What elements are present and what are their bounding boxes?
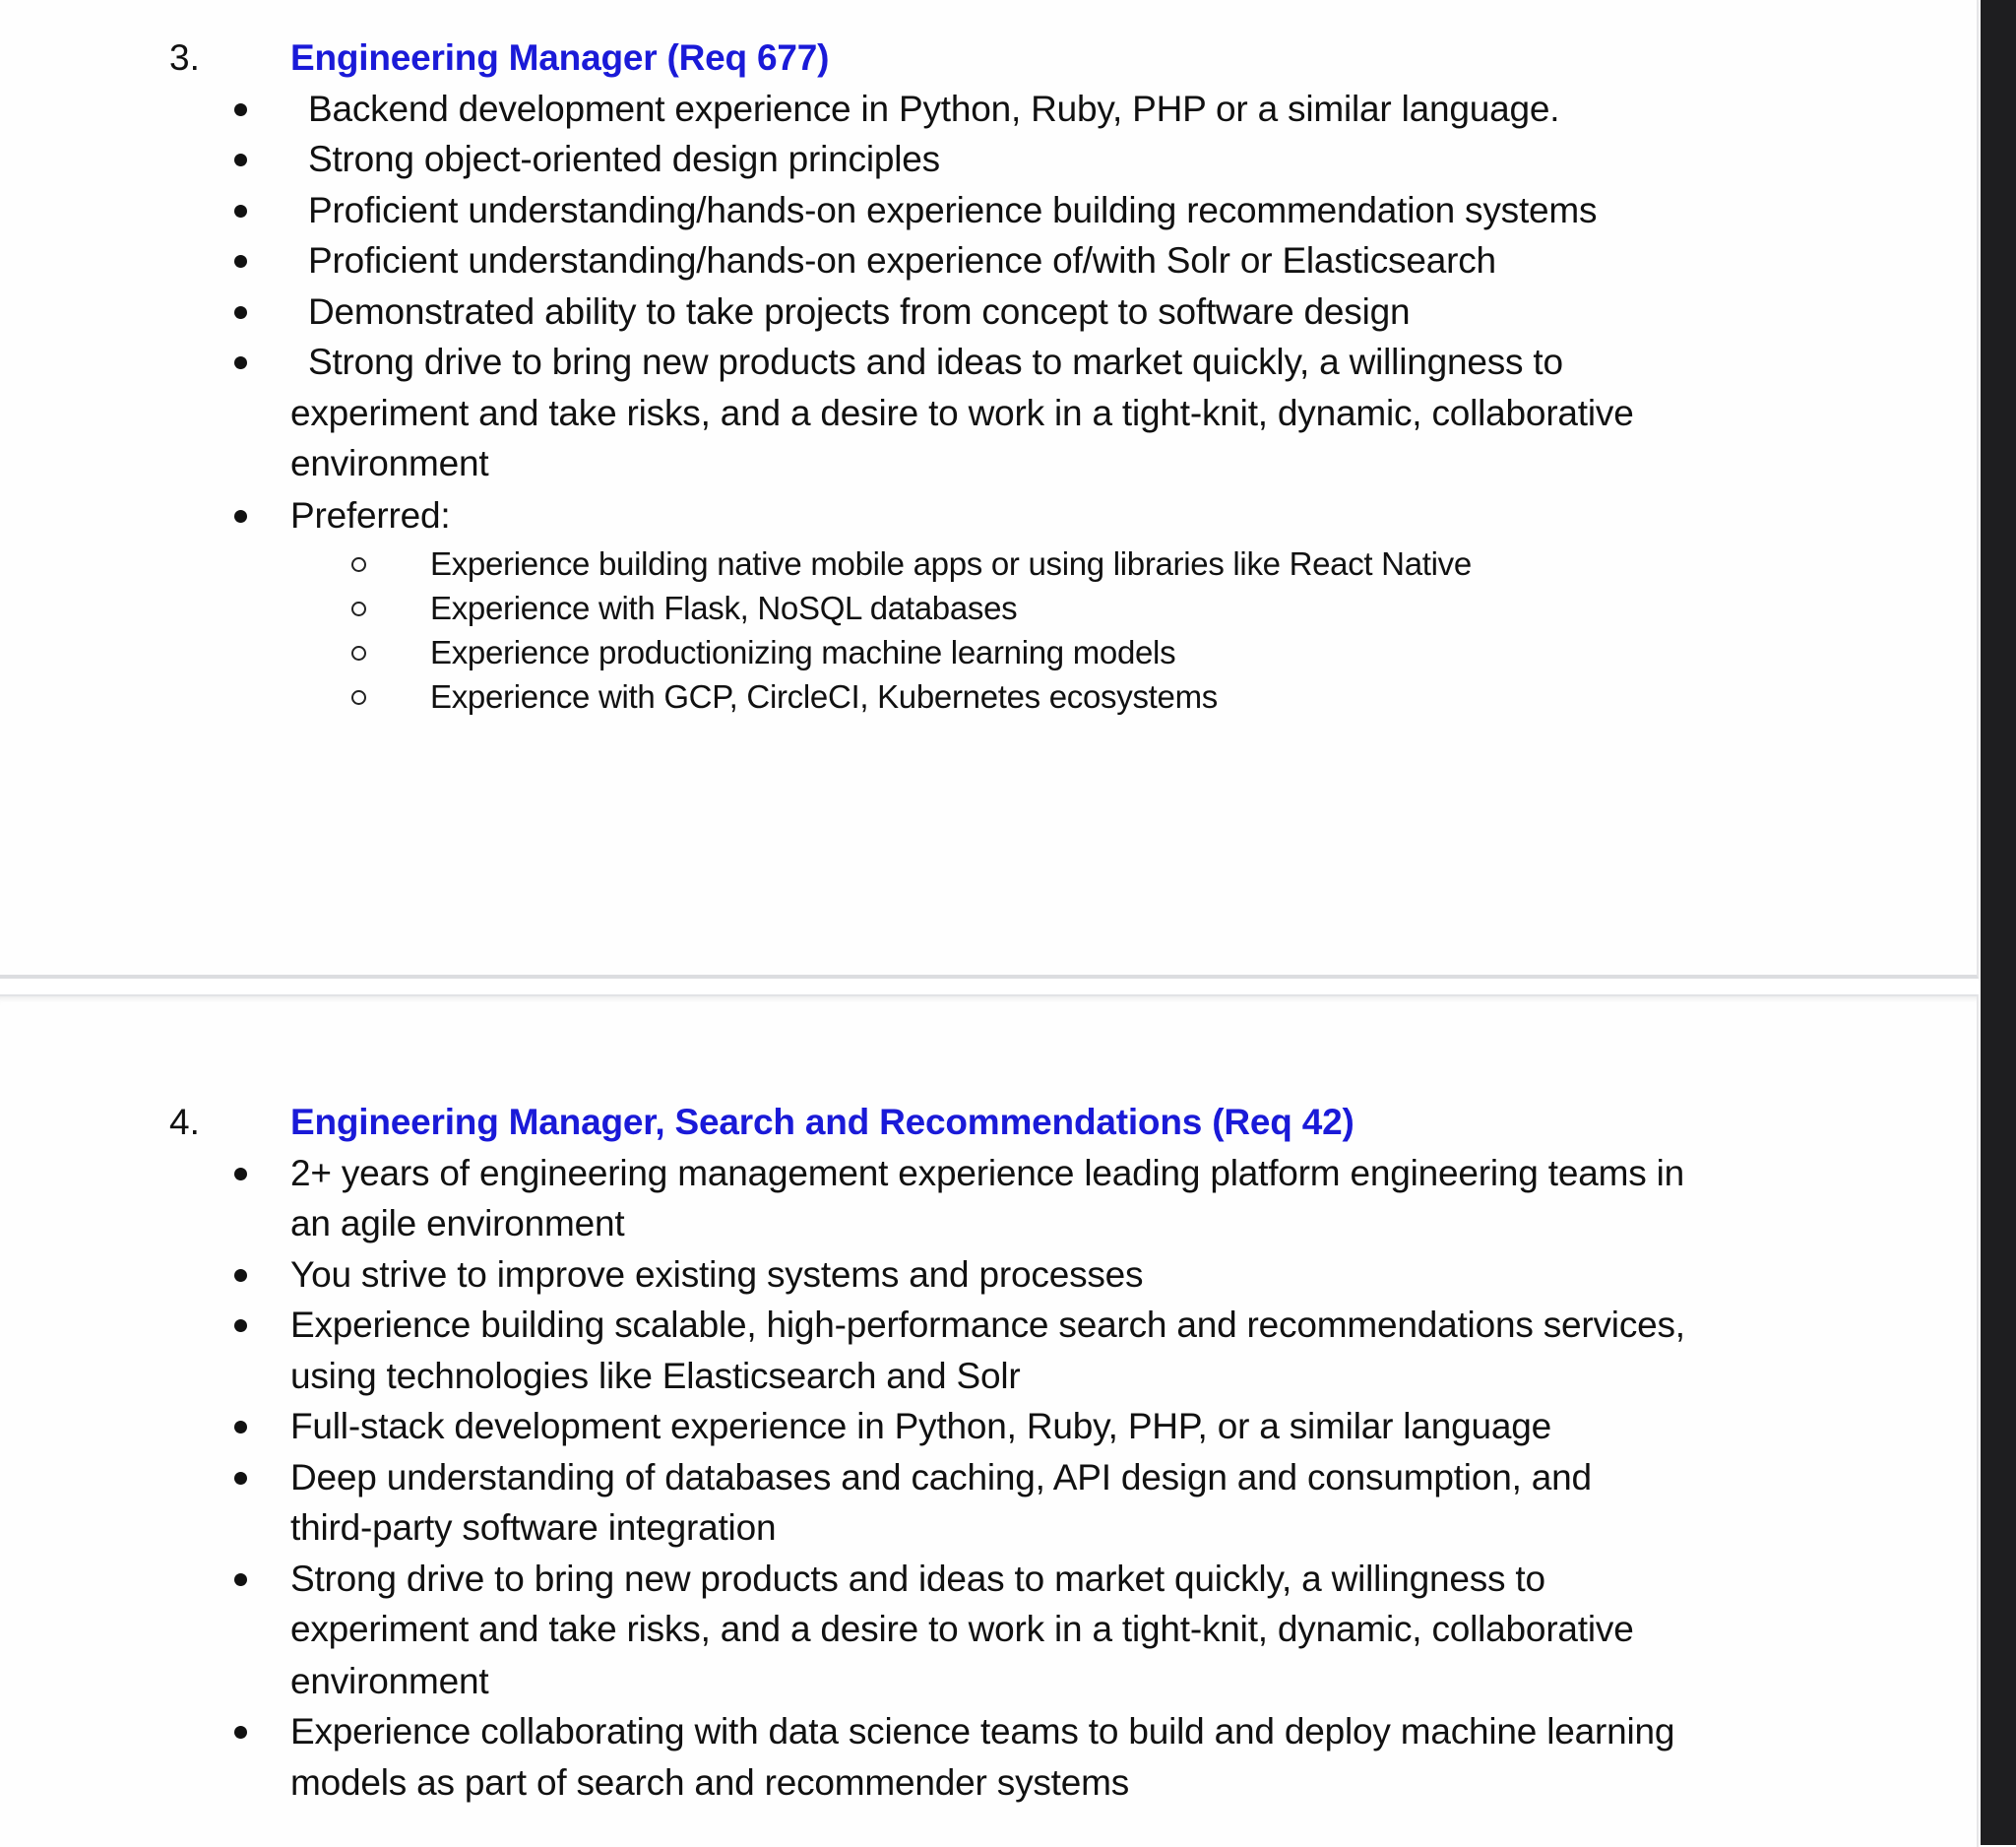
window-edge [1981, 0, 2016, 1845]
list-number: 4. [169, 1102, 200, 1142]
list-item-continuation: models as part of search and recommender systems [290, 1762, 1130, 1803]
list-item-continuation: third-party software integration [290, 1507, 777, 1548]
bullet-icon [234, 356, 247, 369]
list-number: 3. [169, 37, 200, 78]
list-item-continuation: environment [290, 443, 489, 483]
hollow-bullet-icon [351, 690, 366, 705]
bullet-icon [234, 1319, 247, 1332]
list-item: Proficient understanding/hands-on experience building recommendation systems [308, 190, 1598, 230]
bullet-icon [234, 154, 247, 166]
job-title-link[interactable]: Engineering Manager, Search and Recommendations (Req 42) [290, 1102, 1354, 1142]
list-item: Deep understanding of databases and caching, API design and consumption, and [290, 1457, 1592, 1497]
bullet-icon [234, 255, 247, 268]
bullet-icon [234, 510, 247, 523]
document-page-2 [0, 994, 1979, 1847]
preferred-item: Experience productionizing machine learning models [430, 634, 1176, 670]
list-item: Full-stack development experience in Python, Ruby, PHP, or a similar language [290, 1406, 1551, 1446]
list-item: Experience building scalable, high-performance search and recommendations services, [290, 1305, 1685, 1345]
list-item-continuation: experiment and take risks, and a desire to work in a tight-knit, dynamic, collaborative [290, 1609, 1634, 1649]
list-item-continuation: environment [290, 1661, 489, 1701]
preferred-item: Experience building native mobile apps or using libraries like React Native [430, 545, 1472, 582]
preferred-item: Experience with GCP, CircleCI, Kubernetes ecosystems [430, 678, 1218, 715]
bullet-icon [234, 205, 247, 218]
list-item: Backend development experience in Python, Ruby, PHP or a similar language. [308, 89, 1560, 129]
bullet-icon [234, 1269, 247, 1282]
preferred-label: Preferred: [290, 495, 451, 536]
bullet-icon [234, 306, 247, 319]
list-item: 2+ years of engineering management experience leading platform engineering teams in [290, 1153, 1684, 1193]
bullet-icon [234, 1421, 247, 1433]
list-item: You strive to improve existing systems and processes [290, 1254, 1144, 1295]
page-separator [0, 979, 1979, 994]
list-item-continuation: experiment and take risks, and a desire to work in a tight-knit, dynamic, collaborative [290, 393, 1634, 433]
list-item-continuation: an agile environment [290, 1203, 625, 1243]
bullet-icon [234, 1168, 247, 1180]
list-item: Strong drive to bring new products and ideas to market quickly, a willingness to [290, 1559, 1545, 1599]
list-item: Demonstrated ability to take projects from concept to software design [308, 291, 1411, 332]
hollow-bullet-icon [351, 646, 366, 661]
job-title-link[interactable]: Engineering Manager (Req 677) [290, 37, 830, 78]
list-item: Strong drive to bring new products and ideas to market quickly, a willingness to [308, 342, 1563, 382]
bullet-icon [234, 1726, 247, 1739]
list-item: Experience collaborating with data science teams to build and deploy machine learning [290, 1711, 1675, 1751]
list-item: Proficient understanding/hands-on experience of/with Solr or Elasticsearch [308, 240, 1496, 281]
bullet-icon [234, 1472, 247, 1485]
preferred-item: Experience with Flask, NoSQL databases [430, 590, 1018, 626]
list-item: Strong object-oriented design principles [308, 139, 940, 179]
list-item-continuation: using technologies like Elasticsearch and Solr [290, 1356, 1021, 1396]
bullet-icon [234, 1573, 247, 1586]
bullet-icon [234, 103, 247, 116]
hollow-bullet-icon [351, 602, 366, 616]
hollow-bullet-icon [351, 557, 366, 572]
